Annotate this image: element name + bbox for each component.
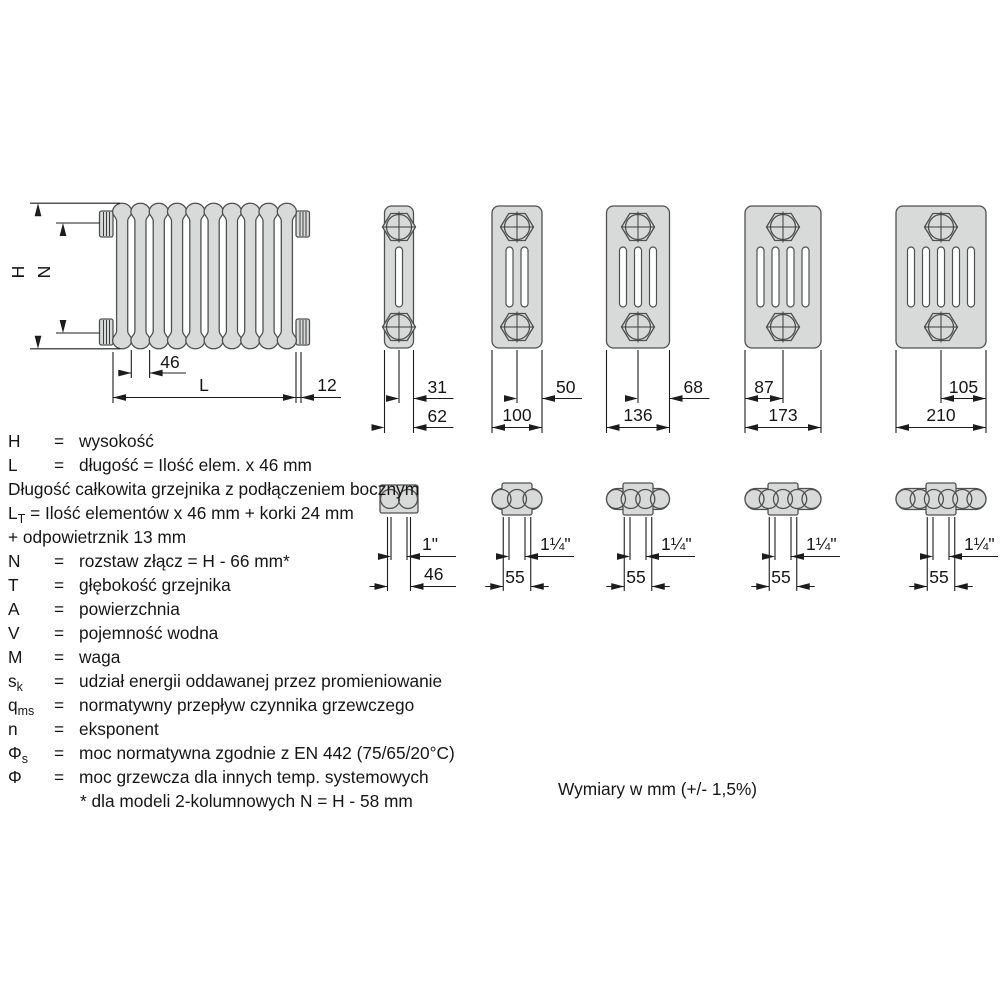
dim-label-element-width: 55: [929, 567, 949, 587]
legend-description: długość = Ilość elem. x 46 mm: [79, 455, 312, 475]
legend-equals: =: [54, 455, 65, 475]
legend-description: pojemność wodna: [79, 623, 219, 643]
dim-label-thread: 1¼": [964, 534, 995, 554]
legend-equals: =: [54, 767, 65, 787]
dim-label-length: L: [199, 375, 209, 395]
dim-label-element-width: 55: [505, 567, 525, 587]
legend-equals: =: [54, 623, 65, 643]
legend-equals: =: [54, 647, 65, 667]
legend-symbol: H: [8, 431, 21, 451]
dim-label-depth: 210: [926, 405, 956, 425]
top-view-4-column: [606, 483, 695, 591]
legend-equals: =: [54, 671, 65, 691]
legend-equals: =: [54, 695, 65, 715]
dim-label-depth: 62: [427, 406, 447, 426]
legend-equals: =: [54, 575, 65, 595]
dim-label-height: H: [8, 265, 28, 279]
legend-symbol: M: [8, 647, 23, 667]
air-slot: [620, 247, 627, 307]
air-slot: [757, 247, 764, 307]
legend-description: normatywny przepływ czynnika grzewczego: [79, 695, 415, 715]
dim-label-thread: 1¼": [806, 534, 837, 554]
cross-section-6-column: [896, 206, 986, 433]
air-slot: [923, 247, 930, 307]
legend-symbol: L: [8, 455, 18, 475]
air-slot: [635, 247, 642, 307]
dim-label-element-width: 46: [424, 564, 444, 584]
legend-equals: =: [54, 599, 65, 619]
air-slot: [787, 247, 794, 307]
air-slot: [650, 247, 657, 307]
air-slot: [953, 247, 960, 307]
legend-description: głębokość grzejnika: [79, 575, 231, 595]
dim-label-element-width: 55: [771, 567, 791, 587]
dim-label-half-depth: 50: [556, 377, 576, 397]
cross-section-4-column: [607, 206, 710, 433]
cross-section-5-column: [745, 206, 821, 433]
legend-equals: =: [54, 719, 65, 739]
dim-label-element-pitch: 46: [160, 352, 180, 372]
legend-symbol: Φ: [8, 767, 22, 787]
top-view-5-column: [745, 483, 840, 591]
legend: [0, 0, 560, 830]
air-slot: [802, 247, 809, 307]
legend-equals: =: [54, 551, 65, 571]
legend-symbol: $q_{ms}$: [8, 695, 35, 718]
air-slot: [772, 247, 779, 307]
dim-label-half-depth: 105: [948, 377, 979, 397]
dim-label-depth: 136: [623, 405, 653, 425]
legend-description: moc normatywna zgodnie z EN 442 (75/65/20°C): [79, 743, 455, 763]
dim-label-element-width: 55: [626, 567, 646, 587]
legend-description: waga: [79, 647, 121, 667]
legend-description: rozstaw złącz = H - 66 mm*: [79, 551, 290, 571]
dim-label-joint-spacing: N: [34, 265, 54, 279]
dim-label-side-cap: 12: [317, 375, 337, 395]
legend-symbol: T: [8, 575, 19, 595]
legend-symbol: N: [8, 551, 21, 571]
legend-description: eksponent: [79, 719, 159, 739]
legend-symbol: $\Phi_s$: [8, 743, 29, 766]
legend-description: moc grzewcza dla innych temp. systemowych: [79, 767, 429, 787]
legend-description: udział energii oddawanej przez promieniowanie: [79, 671, 443, 691]
air-slot: [938, 247, 945, 307]
top-view-6-column: [896, 483, 998, 591]
legend-symbol: V: [8, 623, 20, 643]
air-slot: [908, 247, 915, 307]
dimensions-note: Wymiary w mm (+/- 1,5%): [558, 779, 758, 799]
legend-text: + odpowietrznik 13 mm: [8, 527, 187, 547]
legend-description: powierzchnia: [79, 599, 180, 619]
legend-symbol: A: [8, 599, 20, 619]
dim-label-half-depth: 68: [683, 377, 703, 397]
legend-equals: =: [54, 431, 65, 451]
legend-text: Długość całkowita grzejnika z podłączeniem bocznym: [8, 479, 420, 499]
dim-label-depth: 173: [768, 405, 798, 425]
dim-label-half-depth: 87: [754, 377, 774, 397]
legend-description: wysokość: [79, 431, 154, 451]
dim-label-thread: 1¼": [540, 534, 571, 554]
dim-label-thread: 1": [422, 534, 438, 554]
dim-label-thread: 1¼": [661, 534, 692, 554]
legend-symbol: $s_k$: [8, 671, 23, 694]
dim-label-depth: 100: [502, 405, 532, 425]
legend-formula: $L_T$ = Ilość elementów x 46 mm + korki 24 mm: [8, 503, 354, 526]
legend-symbol: n: [8, 719, 18, 739]
legend-text: * dla modeli 2-kolumnowych N = H - 58 mm: [80, 791, 413, 811]
dim-label-half-depth: 31: [427, 377, 447, 397]
legend-equals: =: [54, 743, 65, 763]
air-slot: [968, 247, 975, 307]
